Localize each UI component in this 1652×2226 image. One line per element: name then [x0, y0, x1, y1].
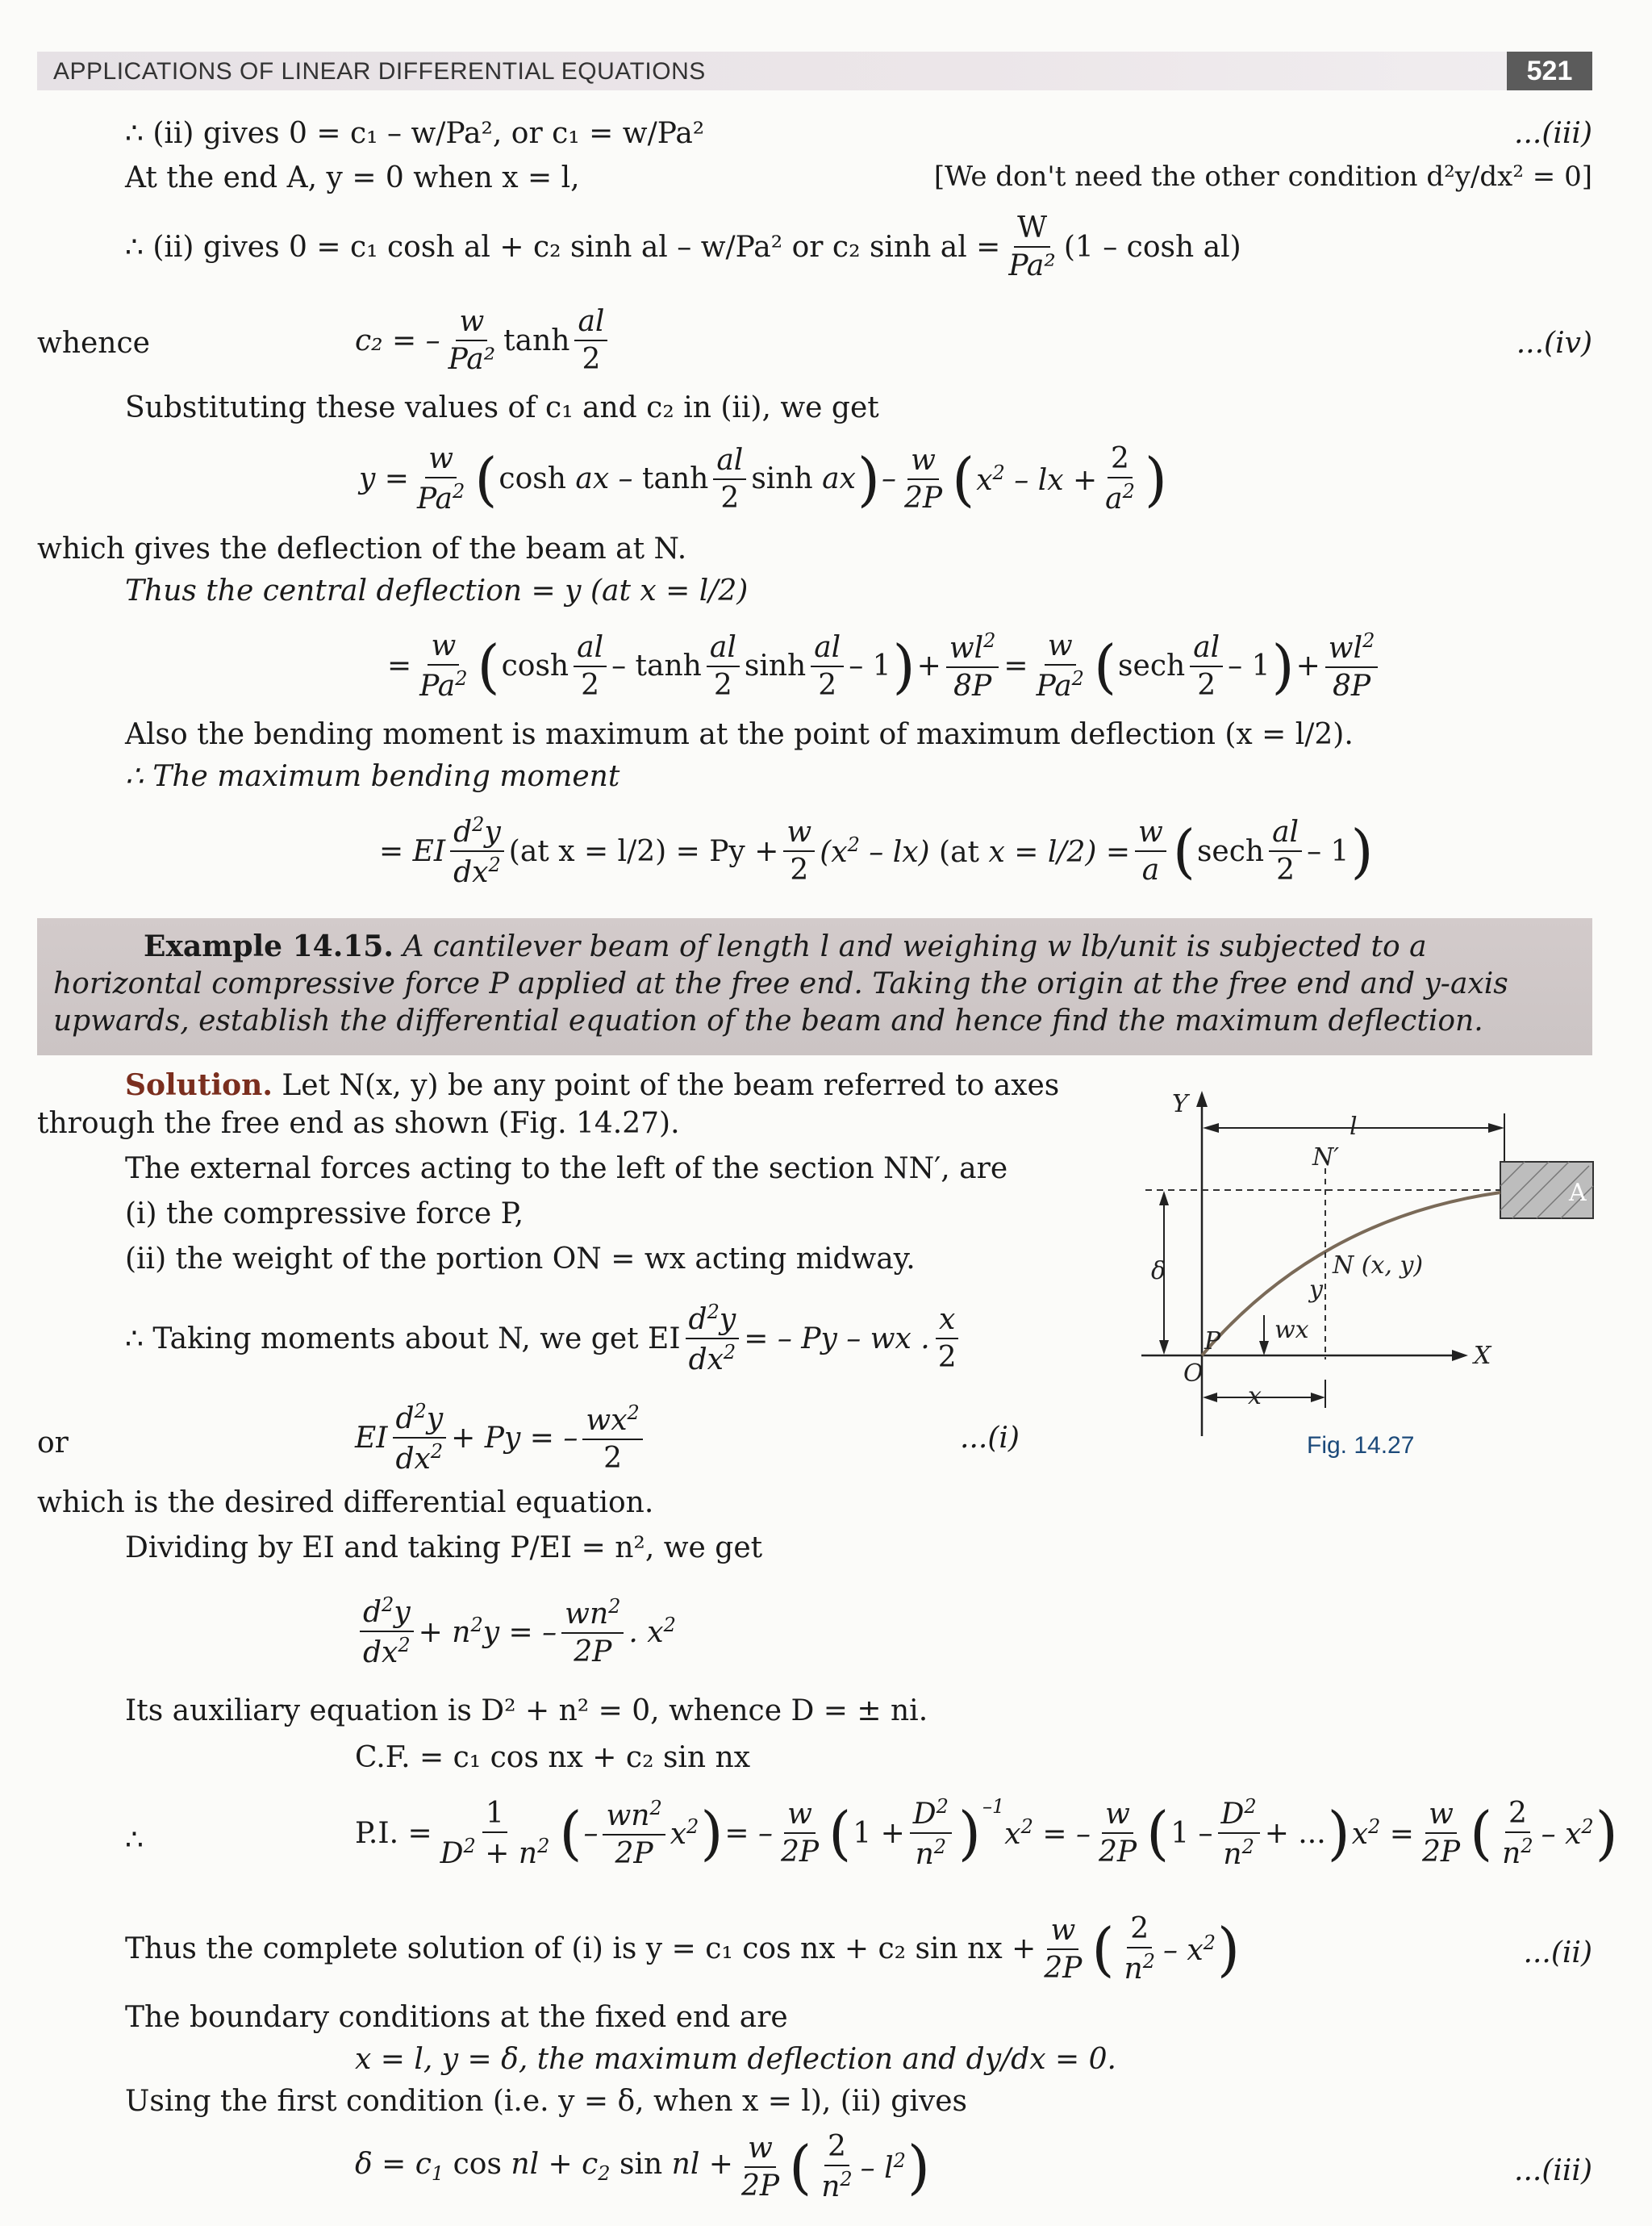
- label-delta: δ: [1151, 1257, 1166, 1285]
- label-y-axis: Y: [1172, 1090, 1188, 1118]
- x-arrow-left-icon: [1203, 1393, 1217, 1402]
- l-arrow-left-icon: [1203, 1123, 1219, 1133]
- label-length-l: l: [1350, 1113, 1358, 1141]
- eq-complete-solution: Thus the complete solution of (i) is y = c₁ cos nx + c₂ sin nx + $\frac{w}{2P}$ ( $\frac{2}{n^2}$ – $x^2$ ): [125, 1912, 1241, 1986]
- therefore-symbol: ∴: [125, 1823, 144, 1856]
- solution-line-3: The external forces acting to the left of the section NN′, are: [125, 1152, 1008, 1185]
- example-box: [37, 918, 1592, 1055]
- solution-label: Solution.: [125, 1068, 273, 1102]
- eq-line-c2: ∴ (ii) gives 0 = c₁ cosh al + c₂ sinh al – w/Pa² or c₂ sinh al = $\frac{W}{\text{Pa²}}$ (1 – cosh al): [125, 211, 1241, 282]
- solution-line-5: (ii) the weight of the portion ON = wx acting midway.: [125, 1242, 916, 1276]
- label-x-axis: X: [1474, 1342, 1491, 1370]
- label-origin: O: [1183, 1359, 1204, 1388]
- eq-central-deflection: = $\frac{w}{Pa^2}$ ( cosh $\frac{al}{2}$ – tanh $\frac{al}{2}$ sinh $\frac{al}{2}$ – 1 ) + $\frac{wl^2}{8P}$ = $\frac{w}{Pa^2}$ ( sech $\frac{al}{2}$ – 1 ) + $\frac{wl^2}{8P}$: [387, 629, 1383, 703]
- figure-caption: Fig. 14.27: [1307, 1432, 1415, 1459]
- solution-line-first-condition: Using the first condition (i.e. y = δ, when x = l), (ii) gives: [125, 2085, 967, 2118]
- eq-particular-integral: P.I. = $\frac{1}{D^2 + n^2}$ ( – $\frac{wn^2}{2P}$ $x^2$ ) = – $\frac{w}{2P}$ ( 1 + $\frac{D^2}{n^2}$ ) $^{-1}$ $x^2$ = – $\frac{w}{2P}$ ( 1 – $\frac{D^2}{n^2}$ + ... ) $x^2$ = $\frac{w}{2P}$ ( $\frac{2}{n^2}$ – $x^2$ ): [355, 1795, 1618, 1871]
- eq-line-c1: ∴ (ii) gives 0 = c₁ – w/Pa², or c₁ = w/Pa²: [125, 117, 705, 150]
- eq-deflection: y = $\frac{w}{Pa^2}$ ( cosh ax – tanh $\frac{al}{2}$ sinh ax ) – $\frac{w}{2P}$ ( $x^2$ – lx + $\frac{2}{a^2}$ ): [359, 442, 1167, 516]
- running-title: APPLICATIONS OF LINEAR DIFFERENTIAL EQUATIONS: [53, 58, 706, 85]
- eq-number-i: ...(i): [960, 1422, 1020, 1455]
- text-substituting: Substituting these values of c₁ and c₂ in (ii), we get: [125, 391, 879, 424]
- label-point-n: N (x, y): [1333, 1251, 1424, 1280]
- eq-number-ii: ...(ii): [1523, 1936, 1592, 1969]
- label-x: x: [1248, 1382, 1262, 1410]
- eq-normalized: $\frac{d^2y}{dx^2}$ + $n^2y$ = – $\frac{wn^2}{2P}$ . $x^2$: [355, 1593, 676, 1669]
- text-end-a: At the end A, y = 0 when x = l,: [125, 161, 580, 194]
- text-other-condition: [We don't need the other condition d²y/dx² = 0]: [933, 161, 1592, 193]
- x-arrow-right-icon: [1311, 1393, 1325, 1402]
- y-axis-arrow-icon: [1196, 1091, 1208, 1107]
- fraction-w-pa2: $\frac{W}{\text{Pa²}}$: [1008, 211, 1056, 282]
- text-deflection-at-n: which gives the deflection of the beam at N.: [37, 532, 687, 566]
- l-arrow-right-icon: [1488, 1123, 1504, 1133]
- delta-arrow-bottom-icon: [1159, 1340, 1169, 1355]
- solution-line-auxiliary: Its auxiliary equation is D² + n² = 0, whence D = ± ni.: [125, 1694, 928, 1727]
- eq-number-iii-b: ...(iii): [1514, 2154, 1592, 2187]
- example-statement: A cantilever beam of length l and weighing w lb/unit is subjected to a horizontal compressive force P applied at the free end. Taking the origin at the free end and y-axis upwards, establish the differential equation of the beam and hence find the maximum deflection.: [53, 930, 1508, 1038]
- solution-line-conditions: x = l, y = δ, the maximum deflection and dy/dx = 0.: [355, 2043, 1116, 2076]
- solution-line-2: through the free end as shown (Fig. 14.27).: [37, 1107, 680, 1140]
- label-end-a: A: [1569, 1179, 1587, 1207]
- solution-line-1: Solution. Let N(x, y) be any point of the beam referred to axes: [125, 1068, 1060, 1102]
- text-or: or: [37, 1426, 69, 1460]
- page-header: [37, 52, 1592, 90]
- eq-c2-tanh: c₂ = – $\frac{w}{\text{Pa²}}$ tanh $\frac{al}{2}$: [355, 305, 612, 376]
- eq-moment-about-n: ∴ Taking moments about N, we get EI $\frac{d^2y}{dx^2}$ = – Py – wx . $\frac{x}{2}$: [125, 1301, 965, 1376]
- page-number: 521: [1507, 52, 1592, 90]
- text-max-bending-moment: ∴ The maximum bending moment: [125, 760, 620, 793]
- eq-number-iv: ...(iv): [1516, 327, 1592, 360]
- text-bending-moment: Also the bending moment is maximum at the point of maximum deflection (x = l/2).: [125, 718, 1354, 751]
- figure-cantilever-beam: [1133, 1081, 1609, 1460]
- example-label: Example 14.15.: [144, 929, 394, 963]
- eq-number-iii: ...(iii): [1514, 117, 1592, 150]
- label-wx: wx: [1274, 1316, 1309, 1344]
- eq-differential: EI $\frac{d^2y}{dx^2}$ + Py = – $\frac{wx^2}{2}$: [355, 1400, 648, 1476]
- solution-line-dividing: Dividing by EI and taking P/EI = n², we get: [125, 1531, 763, 1564]
- text-whence: whence: [37, 327, 150, 360]
- weight-arrow-icon: [1259, 1341, 1269, 1355]
- delta-arrow-top-icon: [1159, 1191, 1169, 1205]
- x-axis-arrow-icon: [1452, 1350, 1468, 1361]
- eq-delta: $\delta = c_1$ cos nl + $c_2$ sin nl + $\frac{w}{2P}$ ( $\frac{2}{n^2}$ – $l^2$ ): [355, 2130, 931, 2203]
- label-force-p: P: [1204, 1327, 1221, 1355]
- solution-line-4: (i) the compressive force P,: [125, 1197, 524, 1230]
- solution-line-desired: which is the desired differential equation.: [37, 1486, 654, 1519]
- solution-line-cf: C.F. = c₁ cos nx + c₂ sin nx: [355, 1741, 751, 1774]
- solution-line-boundary: The boundary conditions at the fixed end are: [125, 2001, 788, 2034]
- label-n-prime: N′: [1312, 1143, 1340, 1171]
- text-central-deflection: Thus the central deflection = y (at x = l/2): [125, 574, 749, 608]
- eq-bending-moment: = EI $\frac{d^2y}{dx^2}$ (at x = l/2) = Py + $\frac{w}{2}$ $(x^2 - lx)$ (at x = l/2) = $\frac{w}{a}$ ( sech $\frac{al}{2}$ – 1 ): [379, 813, 1374, 889]
- label-y: y: [1309, 1276, 1323, 1304]
